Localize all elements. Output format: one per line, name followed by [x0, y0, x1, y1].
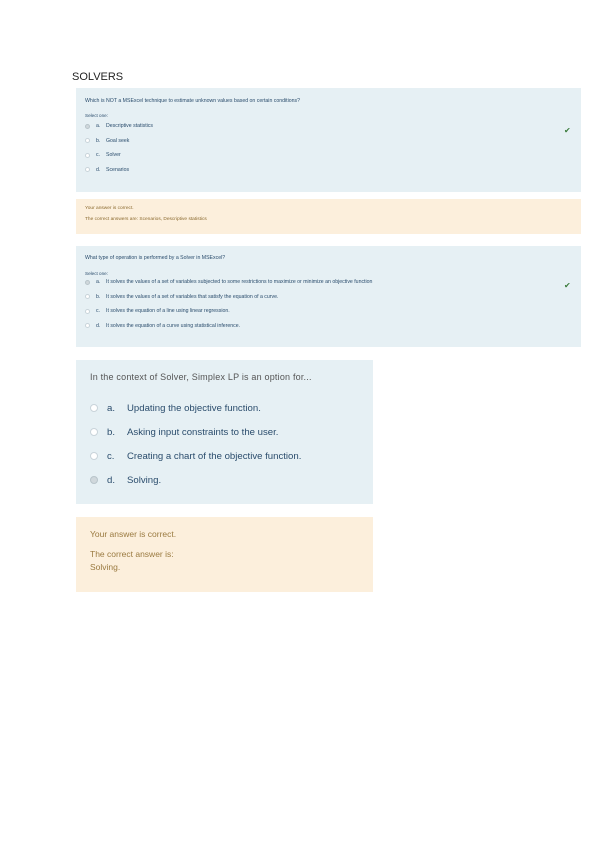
radio-button[interactable]	[85, 294, 90, 299]
select-label: Select one:	[85, 271, 108, 276]
option-a[interactable]: a. Descriptive statistics	[85, 119, 581, 134]
radio-button[interactable]	[85, 309, 90, 314]
question-text: Which is NOT a MSExcel technique to estimate unknown values based on certain conditions?	[85, 98, 301, 104]
check-icon: ✔	[564, 281, 571, 290]
feedback-answer: Solving.	[90, 562, 121, 572]
option-b[interactable]: b. Goal seek	[85, 134, 581, 149]
radio-button[interactable]	[85, 280, 90, 285]
radio-button[interactable]	[85, 153, 90, 158]
option-b[interactable]: b. Asking input constraints to the user.	[90, 420, 373, 444]
option-c[interactable]: c. It solves the equation of a line using linear regression.	[85, 304, 581, 319]
option-d[interactable]: d. Scenarios	[85, 163, 581, 178]
radio-button[interactable]	[85, 138, 90, 143]
radio-button[interactable]	[90, 428, 98, 436]
radio-button[interactable]	[90, 404, 98, 412]
check-icon: ✔	[564, 126, 571, 135]
radio-button[interactable]	[90, 452, 98, 460]
feedback-answer: The correct answers are: Scenarios, Descriptive statistics	[85, 217, 207, 222]
feedback-answer-label: The correct answer is:	[90, 549, 174, 559]
radio-button[interactable]	[90, 476, 98, 484]
option-d[interactable]: d. Solving.	[90, 468, 373, 492]
feedback-3	[76, 517, 373, 592]
question-1	[76, 88, 581, 192]
radio-button[interactable]	[85, 167, 90, 172]
select-label: Select one:	[85, 113, 108, 118]
question-text: What type of operation is performed by a Solver in MSExcel?	[85, 255, 226, 261]
option-a[interactable]: a. It solves the values of a set of variables subjected to some restrictions to maximize or minimize an objective function	[85, 275, 581, 290]
option-b[interactable]: b. It solves the values of a set of variables that satisfy the equation of a curve.	[85, 290, 581, 305]
question-text: In the context of Solver, Simplex LP is an option for...	[90, 372, 312, 382]
option-d[interactable]: d. It solves the equation of a curve using statistical inference.	[85, 319, 581, 334]
question-2	[76, 246, 581, 347]
radio-button[interactable]	[85, 323, 90, 328]
page-title: SOLVERS	[72, 71, 124, 83]
feedback-status: Your answer is correct.	[90, 529, 177, 539]
option-a[interactable]: a. Updating the objective function.	[90, 396, 373, 420]
feedback-1	[76, 199, 581, 234]
question-3	[76, 360, 373, 504]
option-c[interactable]: c. Creating a chart of the objective function.	[90, 444, 373, 468]
feedback-status: Your answer is correct.	[85, 206, 134, 211]
radio-button[interactable]	[85, 124, 90, 129]
option-c[interactable]: c. Solver	[85, 148, 581, 163]
